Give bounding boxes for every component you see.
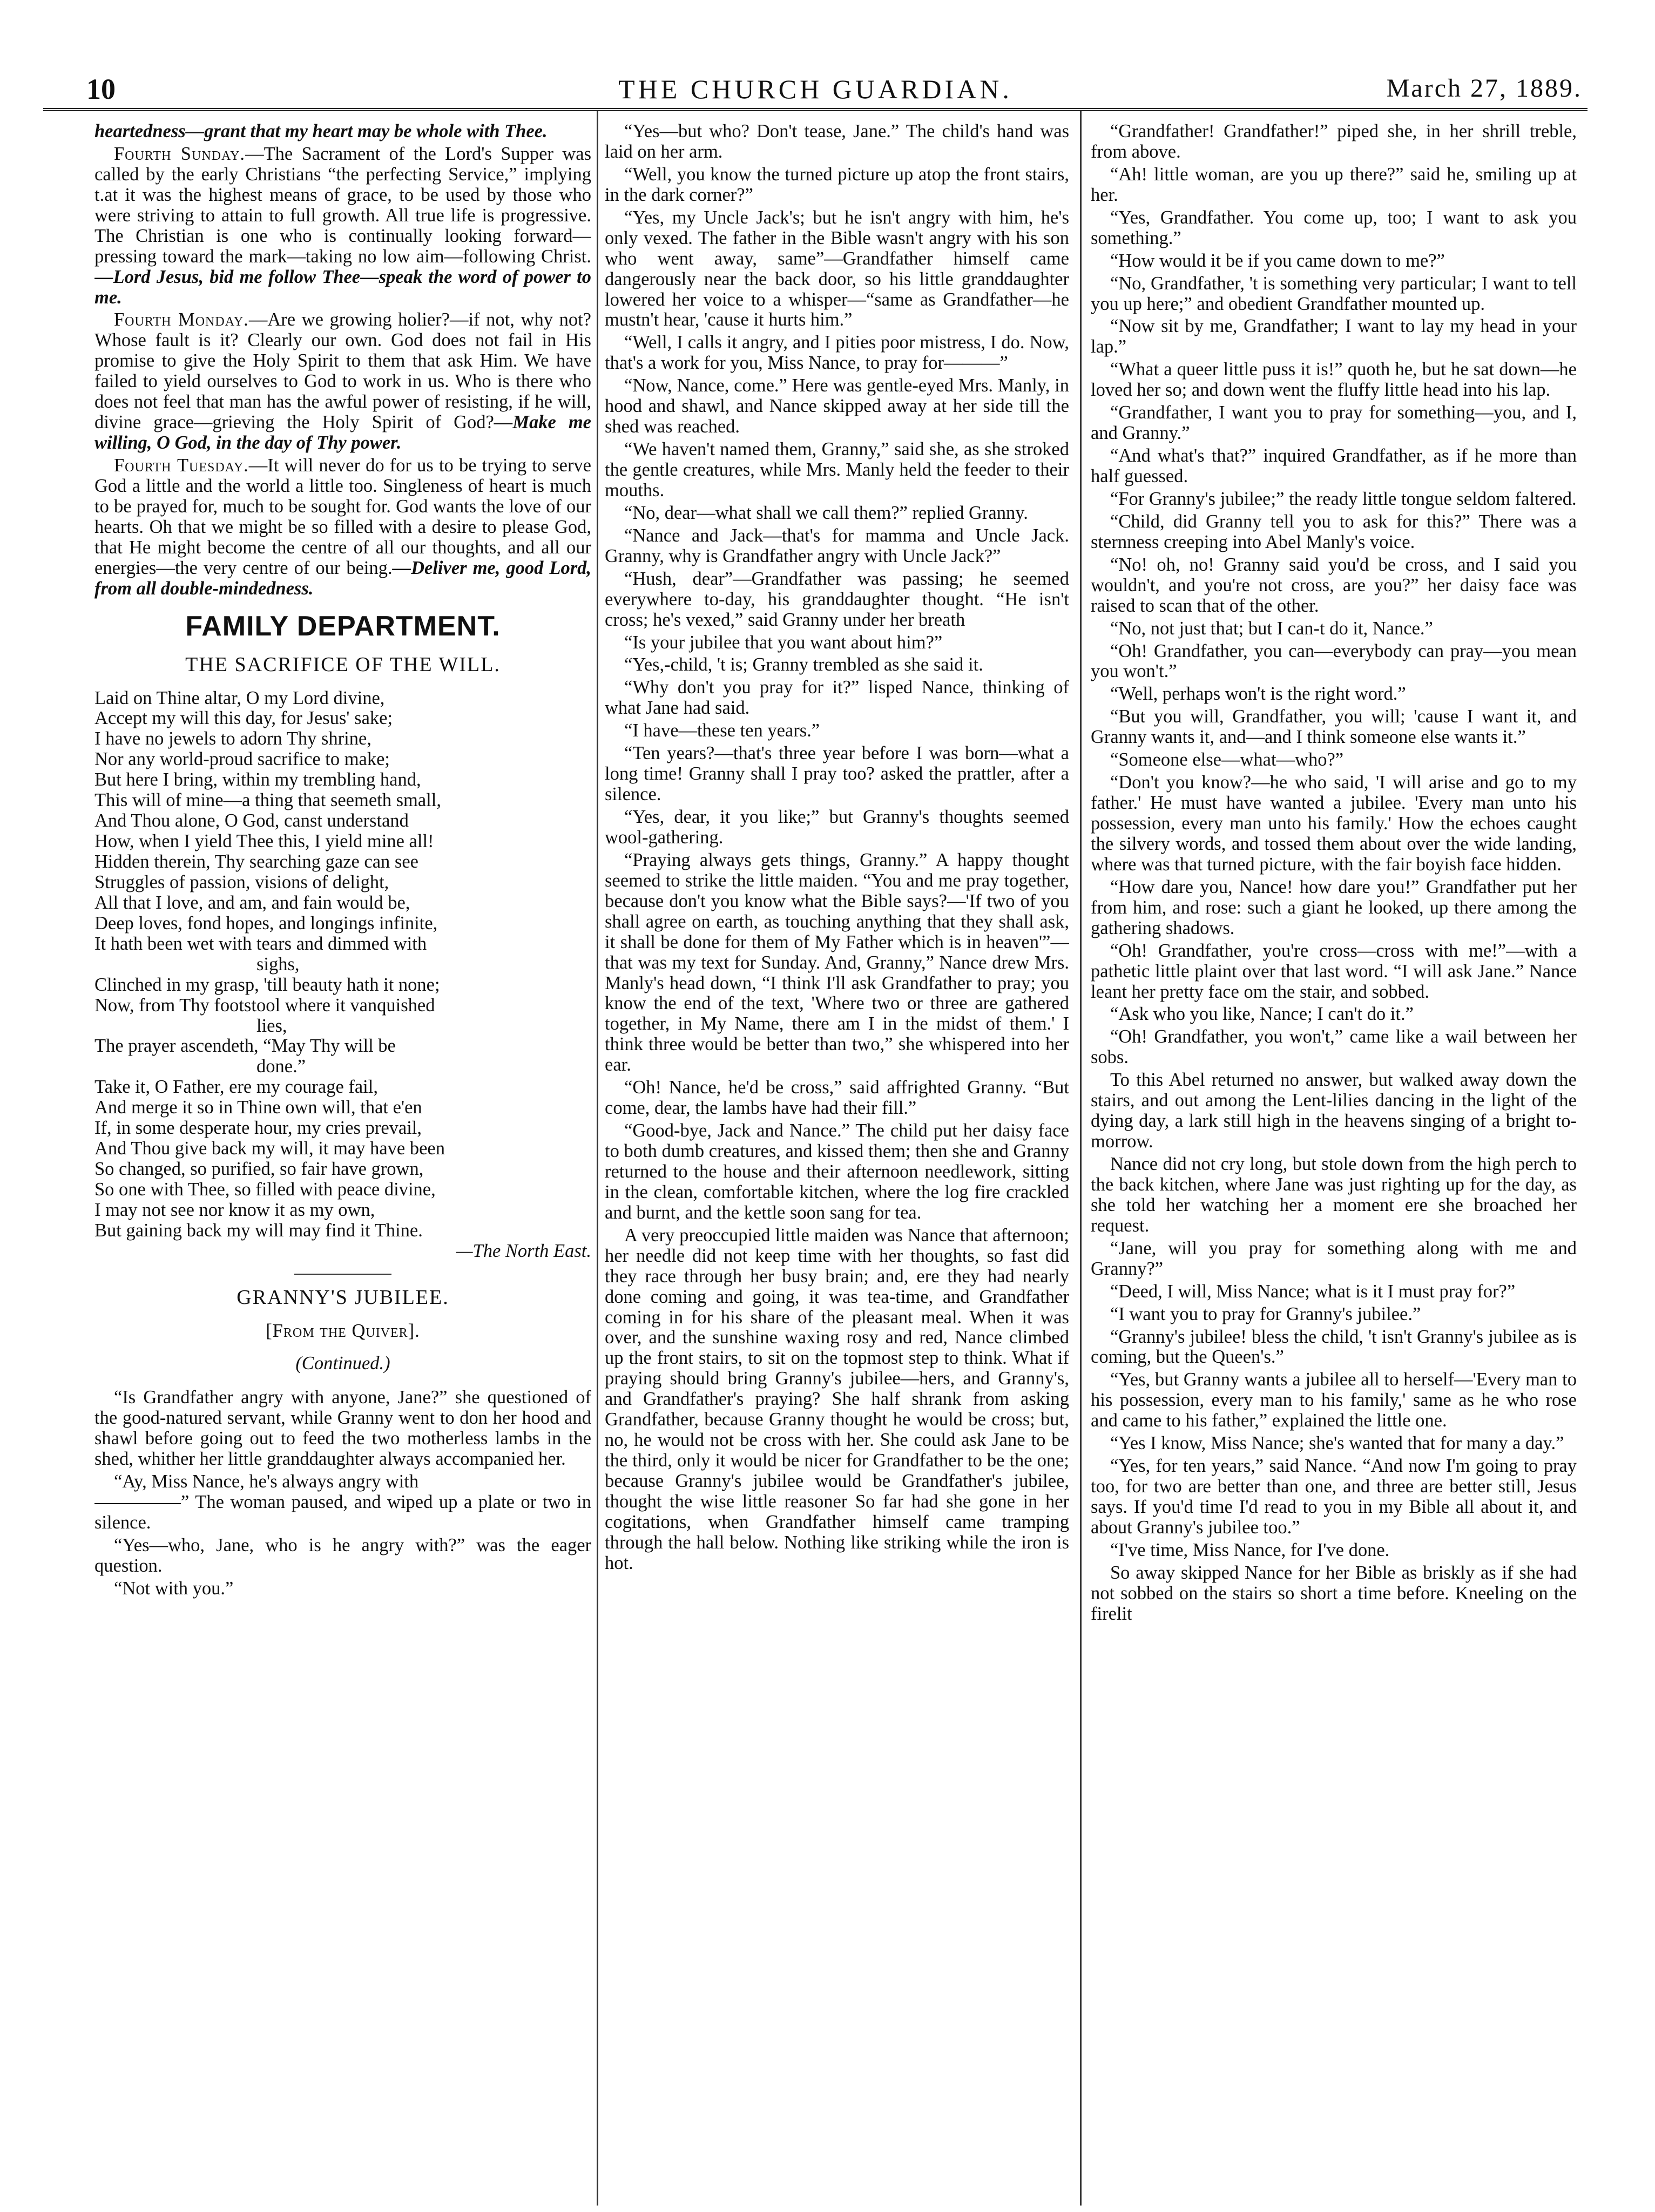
story-text: ” The woman paused, and wiped up a plate or two in silence. bbox=[94, 1492, 591, 1533]
poem-line: This will of mine—a thing that seemeth small, bbox=[94, 790, 441, 811]
poem-line: Clinched in my grasp, 'till beauty hath it none; bbox=[94, 974, 440, 995]
story-paragraph: “Is your jubilee that you want about him?” bbox=[624, 632, 943, 653]
story-paragraph: “Hush, dear”—Grandfather was passing; he seemed everywhere to-day, his granddaughter thought. “He isn't cross; he's vexed,” said Granny under her breath bbox=[605, 568, 1069, 630]
poem-line: But gaining back my will may find it Thine. bbox=[94, 1220, 423, 1241]
poem-line: done.” bbox=[256, 1056, 306, 1077]
story-paragraph: “Ask who you like, Nance; I can't do it.” bbox=[1110, 1004, 1414, 1025]
story-paragraph: “Yes, for ten years,” said Nance. “And now I'm going to pray too, for two are better than one, and three are better still, Jesus says. If you'd time I'd read to you in my Bible all about it, and about Granny's jubilee too.” bbox=[1091, 1456, 1577, 1538]
column-1 bbox=[94, 121, 591, 2206]
story-paragraph: “What a queer little puss it is!” quoth he, but he sat down—he loved her so; and down went the fluffy little head into his lap. bbox=[1091, 359, 1577, 401]
poem-line: So changed, so purified, so fair have grown, bbox=[94, 1159, 424, 1180]
poem-line: And merge it so in Thine own will, that e'en bbox=[94, 1097, 422, 1118]
story-paragraph: “For Granny's jubilee;” the ready little tongue seldom faltered. bbox=[1110, 488, 1577, 509]
poem-line: Hidden therein, Thy searching gaze can see bbox=[94, 851, 418, 872]
story-paragraph: “Yes, Grandfather. You come up, too; I want to ask you something.” bbox=[1091, 207, 1577, 248]
story-paragraph: “But you will, Grandfather, you will; 'cause I want it, and Granny wants it, and—and I think someone else wants it.” bbox=[1091, 706, 1577, 748]
story-paragraph: “I've time, Miss Nance, for I've done. bbox=[1110, 1539, 1390, 1560]
devotional-body: —Are we growing holier?—if not, why not? Whose fault is it? Clearly our own. God does not fail in His promise to give the Holy Spirit to them that ask Him. We have failed to yield ourselves to God to work in us. Who is there who does not feel that man has the awful power of resisting, if he will, divine grace—grieving the Holy Spirit of God? bbox=[94, 309, 591, 433]
story-text: “Ay, Miss Nance, he's always angry with bbox=[114, 1471, 419, 1492]
story-paragraph: “Well, I calls it angry, and I pities poor mistress, I do. Now, that's a work for you, Miss Nance, to pray for———” bbox=[605, 332, 1069, 374]
devotional-prayer: —Deliver me, good Lord, from all double-mindedness. bbox=[94, 557, 591, 599]
story-paragraph: “Yes, my Uncle Jack's; but he isn't angry with him, he's only vexed. The father in the Bible wasn't angry with his son who went away, same”—Grandfather himself came dangerously near the back door, so his little granddaughter lowered her voice to a whisper—“same as Grandfather—he mustn't hear, 'cause it hurts him.” bbox=[605, 207, 1069, 330]
poem-line: And Thou alone, O God, canst understand bbox=[94, 810, 409, 831]
story-paragraph: “No, not just that; but I can-t do it, Nance.” bbox=[1110, 618, 1433, 639]
poem-line: Now, from Thy footstool where it vanquished bbox=[94, 995, 435, 1016]
story-paragraph: “Not with you.” bbox=[114, 1578, 234, 1599]
story-paragraph: “Grandfather, I want you to pray for something—you, and I, and Granny.” bbox=[1091, 402, 1577, 444]
poem-line: sighs, bbox=[256, 953, 300, 975]
story-paragraph: “Nance and Jack—that's for mamma and Uncle Jack. Granny, why is Grandfather angry with Uncle Jack?” bbox=[605, 525, 1069, 566]
devotional-paragraph bbox=[94, 144, 591, 308]
devotional-heading: Fourth Monday. bbox=[114, 309, 249, 330]
poem-line: Struggles of passion, visions of delight, bbox=[94, 871, 389, 892]
story-paragraph: “I want you to pray for Granny's jubilee.” bbox=[1110, 1303, 1421, 1324]
poem-title: THE SACRIFICE OF THE WILL. bbox=[185, 653, 501, 676]
story-paragraph: “Jane, will you pray for something along with me and Granny?” bbox=[1091, 1237, 1577, 1279]
poem-line: Nor any world-proud sacrifice to make; bbox=[94, 749, 390, 770]
issue-date: March 27, 1889. bbox=[1386, 74, 1582, 103]
story-paragraph: “Well, perhaps won't is the right word.” bbox=[1110, 684, 1406, 705]
poem-line: But here I bring, within my trembling hand, bbox=[94, 769, 421, 790]
poem-line: It hath been wet with tears and dimmed with bbox=[94, 933, 427, 954]
devotional-body: —The Sacrament of the Lord's Supper was called by the early Christians “the perfecting Service,” implying t.at it was the highest means of grace, to be used by those who were striving to attain to full growth. All true life is progressive. The Christian is one who is continually looking forward—pressing toward the mark—taking no low aim—following Christ. bbox=[94, 143, 591, 267]
poem-line: So one with Thee, so filled with peace divine, bbox=[94, 1179, 436, 1200]
poem-line: Accept my will this day, for Jesus' sake; bbox=[94, 708, 393, 729]
story-paragraph: “How dare you, Nance! how dare you!” Grandfather put her from him, and rose: such a giant he looked, up there among the gathering shadows. bbox=[1091, 876, 1577, 938]
story-paragraph: “Deed, I will, Miss Nance; what is it I must pray for?” bbox=[1110, 1281, 1516, 1302]
story-paragraph: “Ah! little woman, are you up there?” said he, smiling up at her. bbox=[1091, 164, 1577, 205]
newspaper-title: THE CHURCH GUARDIAN. bbox=[618, 74, 1012, 104]
story-paragraph: “Someone else—what—who?” bbox=[1110, 749, 1344, 770]
story-paragraph: So away skipped Nance for her Bible as briskly as if she had not sobbed on the stairs so short a time before. Kneeling on the firelit bbox=[1091, 1562, 1577, 1624]
devotional-prayer: —Lord Jesus, bid me follow Thee—speak the word of power to me. bbox=[94, 266, 591, 308]
story-paragraph: “No, dear—what shall we call them?” replied Granny. bbox=[624, 502, 1028, 523]
story-paragraph: “And what's that?” inquired Grandfather, as if he more than half guessed. bbox=[1091, 445, 1577, 486]
story-paragraph: Nance did not cry long, but stole down from the high perch to the back kitchen, where Jane was just righting up for the day, as she told her watching her a moment ere she broached her request. bbox=[1091, 1154, 1577, 1236]
poem-line: Take it, O Father, ere my courage fail, bbox=[94, 1077, 378, 1098]
devotional-prayer: —Make me willing, O God, in the day of Thy power. bbox=[94, 412, 591, 454]
poem-line: I have no jewels to adorn Thy shrine, bbox=[94, 728, 371, 749]
poem-line: lies, bbox=[256, 1015, 287, 1036]
poem-line: The prayer ascendeth, “May Thy will be bbox=[94, 1036, 396, 1057]
story-paragraph: To this Abel returned no answer, but walked away down the stairs, and out among the Lent-lilies dancing in the light of the dying day, a lark still high in the heavens singing of a bright to-morrow. bbox=[1091, 1070, 1577, 1152]
poem-line: And Thou give back my will, it may have been bbox=[94, 1138, 445, 1159]
column-rule-1 bbox=[597, 111, 598, 2206]
devotional-heading: Fourth Sunday. bbox=[114, 143, 246, 164]
poem-attribution: —The North East. bbox=[456, 1240, 591, 1261]
poem-line: Laid on Thine altar, O my Lord divine, bbox=[94, 687, 385, 708]
column-2 bbox=[605, 121, 1069, 2206]
story-paragraph: “Granny's jubilee! bless the child, 't isn't Granny's jubilee as is coming, but the Queen's.” bbox=[1091, 1326, 1577, 1368]
story-paragraph bbox=[94, 1472, 591, 1533]
story-paragraph: “Well, you know the turned picture up atop the front stairs, in the dark corner?” bbox=[605, 164, 1069, 205]
story-paragraph: “Yes, but Granny wants a jubilee all to herself—'Every man to his possession, every man to his family,' same as he who rose and came to his father,” explained the little one. bbox=[1091, 1369, 1577, 1431]
story-paragraph: “Good-bye, Jack and Nance.” The child put her daisy face to both dumb creatures, and kissed them; then she and Granny returned to the house and their afternoon needlework, sitting in the clean, comfortable kitchen, where the log fire crackled and burnt, and the kettle soon sang for tea. bbox=[605, 1120, 1069, 1223]
story-paragraph: “Oh! Grandfather, you can—everybody can pray—you mean you won't.” bbox=[1091, 640, 1577, 682]
story-paragraph: “Yes,-child, 't is; Granny trembled as she said it. bbox=[624, 654, 983, 675]
story-paragraph: “How would it be if you came down to me?” bbox=[1110, 250, 1445, 271]
devotional-heading: Fourth Tuesday. bbox=[114, 455, 249, 476]
story-paragraph: “Now sit by me, Grandfather; I want to lay my head in your lap.” bbox=[1091, 316, 1577, 357]
devotional-paragraph bbox=[94, 310, 591, 454]
story-paragraph: “Don't you know?—he who said, 'I will arise and go to my father.' He must have wanted a jubilee. 'Every man unto his possession, every man unto his family.' How the echoes caught the silvery words, and tossed them about over the wide landing, where was that turned picture, with the fair boyish face hidden. bbox=[1091, 772, 1577, 875]
story-source: [From the Quiver]. bbox=[266, 1320, 420, 1341]
story-paragraph: “Yes—but who? Don't tease, Jane.” The child's hand was laid on her arm. bbox=[605, 121, 1069, 162]
story-paragraph: “Yes I know, Miss Nance; she's wanted that for many a day.” bbox=[1110, 1433, 1564, 1454]
story-paragraph: “Ten years?—that's three year before I was born—what a long time! Granny shall I pray too? asked the prattler, after a silence. bbox=[605, 743, 1069, 805]
story-paragraph: “Yes, dear, it you like;” but Granny's thoughts seemed wool-gathering. bbox=[605, 807, 1069, 848]
poem-line: I may not see nor know it as my own, bbox=[94, 1199, 375, 1220]
poem bbox=[94, 688, 591, 1262]
story-paragraph: “Grandfather! Grandfather!” piped she, in her shrill treble, from above. bbox=[1091, 121, 1577, 162]
devotional-paragraph bbox=[94, 456, 591, 599]
story-paragraph: “No, Grandfather, 't is something very particular; I want to tell you up here;” and obedient Grandfather mounted up. bbox=[1091, 273, 1577, 314]
story-paragraph: “Yes—who, Jane, who is he angry with?” was the eager question. bbox=[94, 1535, 591, 1576]
story-paragraph: “Is Grandfather angry with anyone, Jane?” she questioned of the good-natured servant, while Granny went to don her hood and shawl before going out to feed the two motherless lambs in the shed, whither her little granddaughter always accompanied her. bbox=[94, 1387, 591, 1470]
divider bbox=[294, 1274, 391, 1275]
page-number: 10 bbox=[86, 73, 116, 105]
masthead bbox=[43, 70, 1588, 111]
story-paragraph: “Praying always gets things, Granny.” A happy thought seemed to strike the little maiden. “You and me pray together, because don't you know what the Bible says?—'If two of you shall agree on earth, as touching anything that they shall ask, it shall be done for them of My Father which is in heaven'”—that was my text for Sunday. And, Granny,” Nance drew Mrs. Manly's head down, “I think I'll ask Grandfather to pray; you know the end of the text, 'Where two or three are gathered together, in My Name, there am I in the midst of them.' I think three would be better than two,” she whispered into her ear. bbox=[605, 849, 1069, 1075]
story-paragraph: “Oh! Nance, he'd be cross,” said affrighted Granny. “But come, dear, the lambs have had their fill.” bbox=[605, 1077, 1069, 1119]
devotional-text: heartedness—grant that my heart may be whole with Thee. bbox=[94, 121, 548, 141]
blank-dash bbox=[94, 1503, 181, 1504]
story-title: GRANNY'S JUBILEE. bbox=[237, 1286, 449, 1309]
story-paragraph: “We haven't named them, Granny,” said she, as she stroked the gentle creatures, while Mrs. Manly held the feeder to their mouths. bbox=[605, 439, 1069, 500]
story-paragraph: “Why don't you pray for it?” lisped Nance, thinking of what Jane had said. bbox=[605, 677, 1069, 719]
story-continued: (Continued.) bbox=[295, 1352, 390, 1374]
story-paragraph: “Oh! Grandfather, you're cross—cross with me!”—with a pathetic little plaint over that last word. “I will ask Jane.” Nance leant her pretty face om the stair, and sobbed. bbox=[1091, 940, 1577, 1002]
poem-line: How, when I yield Thee this, I yield mine all! bbox=[94, 831, 434, 852]
column-3 bbox=[1091, 121, 1577, 2206]
story-paragraph: “Child, did Granny tell you to ask for this?” There was a sternness creeping into Abel Manly's voice. bbox=[1091, 511, 1577, 552]
devotional-body: —It will never do for us to be trying to serve God a little and the world a little too. Singleness of heart is much to be prayed for, much to be sought for. God wants the love of our hearts. Oh that we might be so filled with a desire to please God, that He might become the centre of all our thoughts, and all our energies—the very centre of our being. bbox=[94, 455, 591, 578]
poem-line: Deep loves, fond hopes, and longings infinite, bbox=[94, 912, 438, 933]
story-paragraph: “Now, Nance, come.” Here was gentle-eyed Mrs. Manly, in hood and shawl, and Nance skipped away at her side till the shed was reached. bbox=[605, 375, 1069, 437]
story-paragraph: “No! oh, no! Granny said you'd be cross, and I said you wouldn't, and you're not cross, are you?” her daisy face was raised to scan that of the other. bbox=[1091, 554, 1577, 616]
story-paragraph: A very preoccupied little maiden was Nance that afternoon; her needle did not keep time with her thoughts, so fast did they race through her busy brain; and, ere they had nearly done coming and going, it was tea-time, and Grandfather coming in for his share of the pleasant meal. When it was over, and the sunshine waxing rosy and red, Nance climbed up the front stairs, to sit on the topmost step to think. What if praying should bring Granny's jubilee—hers, and Granny's, and Grandfather's praying? She half shrank from asking Grandfather, because Granny thought he would be cross; but, no, he would not be cross with her. She could ask Jane to be the third, only it would be nicer for Grandfather to be the one; because Granny's jubilee would be Grandfather's jubilee, thought the wise little reasoner So far had she gone in her cogitations, when Grandfather himself came tramping through the hall below. Nothing like striking while the iron is hot. bbox=[605, 1225, 1069, 1573]
story-paragraph: “Oh! Grandfather, you won't,” came like a wail between her sobs. bbox=[1091, 1026, 1577, 1068]
section-heading: FAMILY DEPARTMENT. bbox=[185, 610, 501, 642]
column-rule-2 bbox=[1080, 111, 1082, 2206]
poem-line: If, in some desperate hour, my cries prevail, bbox=[94, 1118, 422, 1139]
poem-line: All that I love, and am, and fain would be, bbox=[94, 892, 410, 913]
story-paragraph: “I have—these ten years.” bbox=[624, 720, 820, 741]
